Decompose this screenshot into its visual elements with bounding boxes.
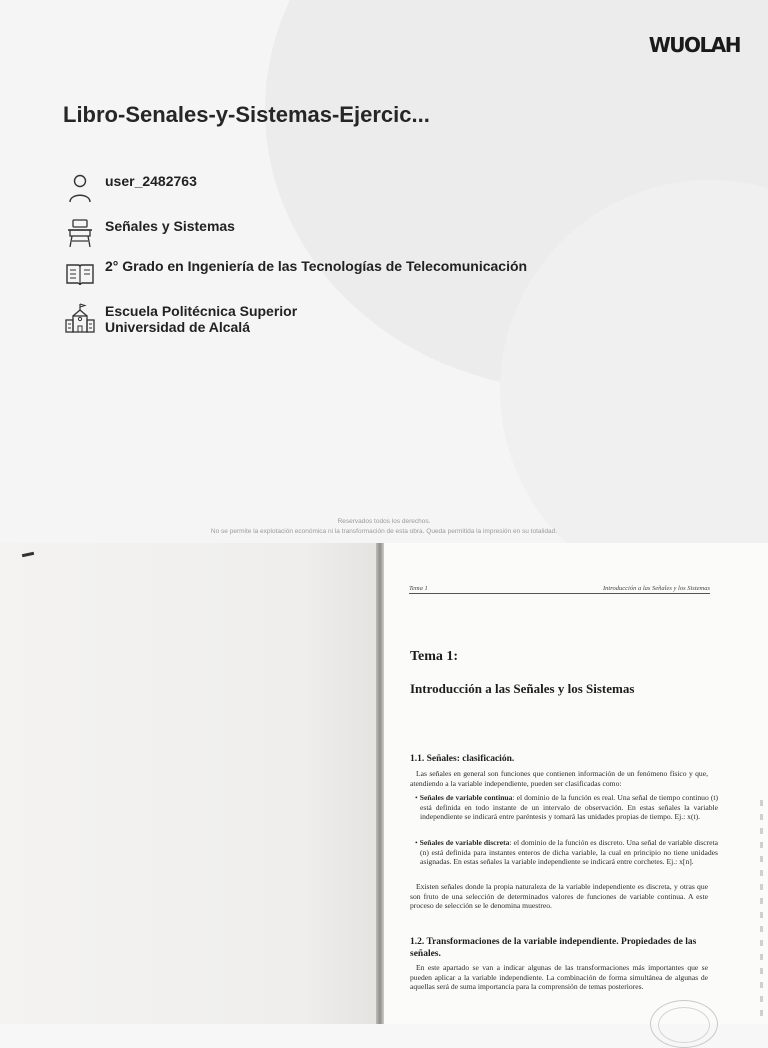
info-row-subject <box>64 217 235 249</box>
info-row-school <box>64 302 297 335</box>
user-icon <box>64 172 96 204</box>
wuolah-logo[interactable]: WUOLAH <box>648 33 740 57</box>
bullet-dot: • <box>415 793 420 802</box>
rights-notice: Reservados todos los derechos. <box>337 518 431 525</box>
bullet-item <box>410 793 718 822</box>
chapter-title: Introducción a las Señales y los Sistemas <box>410 681 635 696</box>
bullet-text: : el dominio de la función es real. Una señal de tiempo continuo (t) está definida en todo instante de un intervalo de observación. En estas señales la variable independiente se indicará entre paréntesis y tomará las unidades propias de tiempo. Ej.: x(t). <box>420 793 718 822</box>
university-name: Universidad de Alcalá <box>105 319 250 335</box>
license-notice: No se permite la explotación económica ni la transformación de esta obra. Queda permitida la impresión en su totalidad. <box>210 528 558 535</box>
school-name: Escuela Politécnica Superior <box>105 303 298 319</box>
info-row-degree <box>64 257 527 289</box>
header-left: Tema 1 <box>409 585 428 592</box>
bullet-text: : el dominio de la función es discreto. Una señal de variable discreta (n) está definida para instantes enteros de dicha variable, la cual en principio no tiene unidades asignadas. En estas señales la variable independiente se indicará entre corchetes. Ej.: x[n]. <box>420 838 718 867</box>
header-right: Introducción a las Señales y los Sistemas <box>603 585 710 592</box>
section-title: 1.2. Transformaciones de la variable independiente. Propiedades de las señales. <box>410 937 697 959</box>
paragraph: En este apartado se van a indicar algunas de las transformaciones más importantes que se pueden aplicar a la variable independiente. La combinación de forma simultánea de algunas de aquellas será de suma importancia para la comprensión de temas posteriores. <box>410 963 708 992</box>
degree-name: 2° Grado en Ingeniería de las Tecnologías de Telecomunicación <box>105 258 528 274</box>
bullet-dot: • <box>415 838 420 847</box>
school-building-icon <box>64 302 96 334</box>
book-gutter <box>376 543 384 1024</box>
desk-icon <box>64 217 96 249</box>
running-header <box>409 585 710 594</box>
library-stamp-inner <box>658 1007 710 1043</box>
paragraph: Las señales en general son funciones que contienen información de un fenómeno físico y que, atendiendo a la variable independiente, pueden ser clasificadas como: <box>410 769 708 788</box>
document-title: Libro-Senales-y-Sistemas-Ejercic... <box>63 102 430 127</box>
bullet-item <box>410 838 718 867</box>
page-edge-shadow <box>760 800 763 1024</box>
section-title: 1.1. Señales: clasificación. <box>410 754 515 764</box>
subject-name: Señales y Sistemas <box>105 218 235 234</box>
book-icon <box>64 257 96 289</box>
chapter-number: Tema 1: <box>410 649 459 664</box>
bullet-label: Señales de variable continua <box>419 793 513 802</box>
scan-mark <box>22 552 34 557</box>
username: user_2482763 <box>105 173 197 189</box>
bullet-label: Señales de variable discreta <box>419 838 510 847</box>
left-book-page <box>0 543 378 1024</box>
info-row-user <box>64 172 197 204</box>
paragraph: Existen señales donde la propia naturaleza de la variable independiente es discreta, y otras que son fruto de una selección de determinados valores de funciones de variable continua. A este proceso de selección se le denomina muestreo. <box>410 882 708 911</box>
